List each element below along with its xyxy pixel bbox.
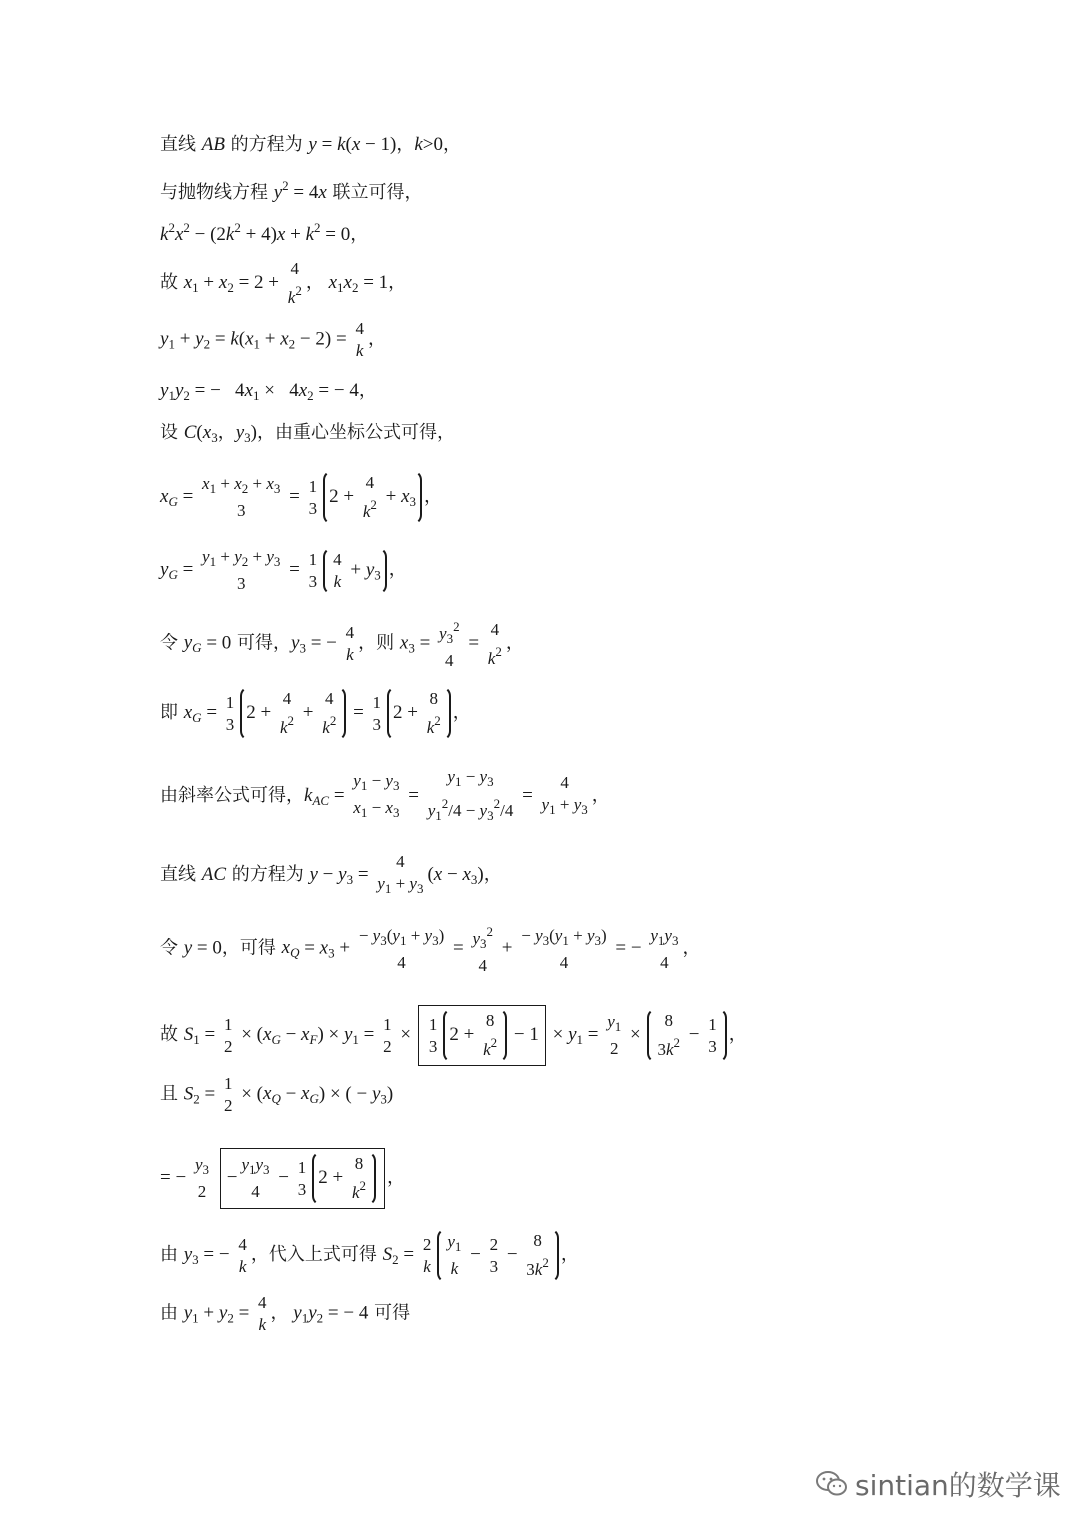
watermark	[815, 1464, 1061, 1504]
text-line: 与抛物线方程 $y^2 = 4x$ 联立可得，	[160, 178, 423, 203]
watermark-text: sintian的数学课	[855, 1469, 1061, 1502]
text-line: 故 $x_1 + x_2 = 2$ + 4 $k^2$ ， $x_1x_2 = 1$，	[160, 259, 407, 307]
text-line: 且 $S_2$ = 1 2 × $(x_Q - x_G)$ × ( − $y_3$)	[160, 1074, 394, 1115]
text-line: 由 $y_1 + y_2$ = 4 k ， $y_1y_2$ = − 4 可得	[160, 1293, 411, 1334]
text-line: 即 $x_G$ = 1 3 2 + 4 $k^2$ + 4 $k^2$ = 1 3 2 + 8 $k^2$ ，	[160, 686, 471, 741]
text-line: $x_G$ = $x_1 + x_2 + x_3$ 3 = 1 3 2 + 4 $k^2$ + $x_3$ ，	[160, 470, 442, 525]
text-line: $y_1 + y_2 = k(x_1 + x_2 - 2)$ = 4 k ，	[160, 319, 386, 360]
text-line: $k^2x^2 - (2k^2 + 4)x + k^2 = 0$，	[160, 220, 369, 245]
text-line: 设 $C(x_3$，$y_3$)，由重心坐标公式可得，	[160, 422, 455, 445]
wechat-icon	[815, 1469, 849, 1499]
text-line: 故 $S_1$ = 1 2 × $(x_G - x_F) \times y_1$ = 1 2 × 1 3 2 + 8 $k^2$ − $1 \times y_1$ = $y_1$ 2 × 8 $3k^2$ − 1 3 ，	[160, 1005, 747, 1066]
text-line: 直线 AB 的方程为 y = k(x − 1)，k>0，	[160, 134, 461, 155]
text-line: 由 $y_3$ = − 4 k ，代入上式可得 $S_2$ = 2 k $y_1$ k − 2 3 − 8 $3k^2$ ，	[160, 1228, 579, 1283]
text-line: 由斜率公式可得，$k_{AC}$ = $y_1 - y_3$ $x_1 - x_3$ = $y_1 - y_3$ $y_1^2/4 - y_3^2/4$ = 4 $y_1 + y_3$ ，	[160, 767, 610, 823]
text-line: = − $y_3$ 2 − $y_1y_3$ 4 − 1 3 2 + 8 $k^2$ ，	[160, 1148, 405, 1209]
text-line: $y_G$ = $y_1 + y_2 + y_3$ 3 = 1 3 4 k + $y_3$ ，	[160, 547, 407, 593]
text-line: 直线 AC 的方程为 $y - y_3$ = 4 $y_1 + y_3$ $(x - x_3)$，	[160, 852, 502, 896]
text-line: 令 y = 0，可得 $x_Q = x_3$ + − $y_3(y_1 + y_3)$ 4 = $y_3^2$ 4 + − $y_3(y_1 + y_3)$ 4 = − $y_1y_3$ 4 ，	[160, 924, 701, 975]
text-line: $y_1y_2$ = − $4x_1 \times 4x_2$ = − 4，	[160, 380, 377, 403]
text-line: 令 $y_G = 0$ 可得，$y_3$ = − 4 k ，则 $x_3$ = $y_3^2$ 4 = 4 $k^2$ ，	[160, 619, 524, 670]
